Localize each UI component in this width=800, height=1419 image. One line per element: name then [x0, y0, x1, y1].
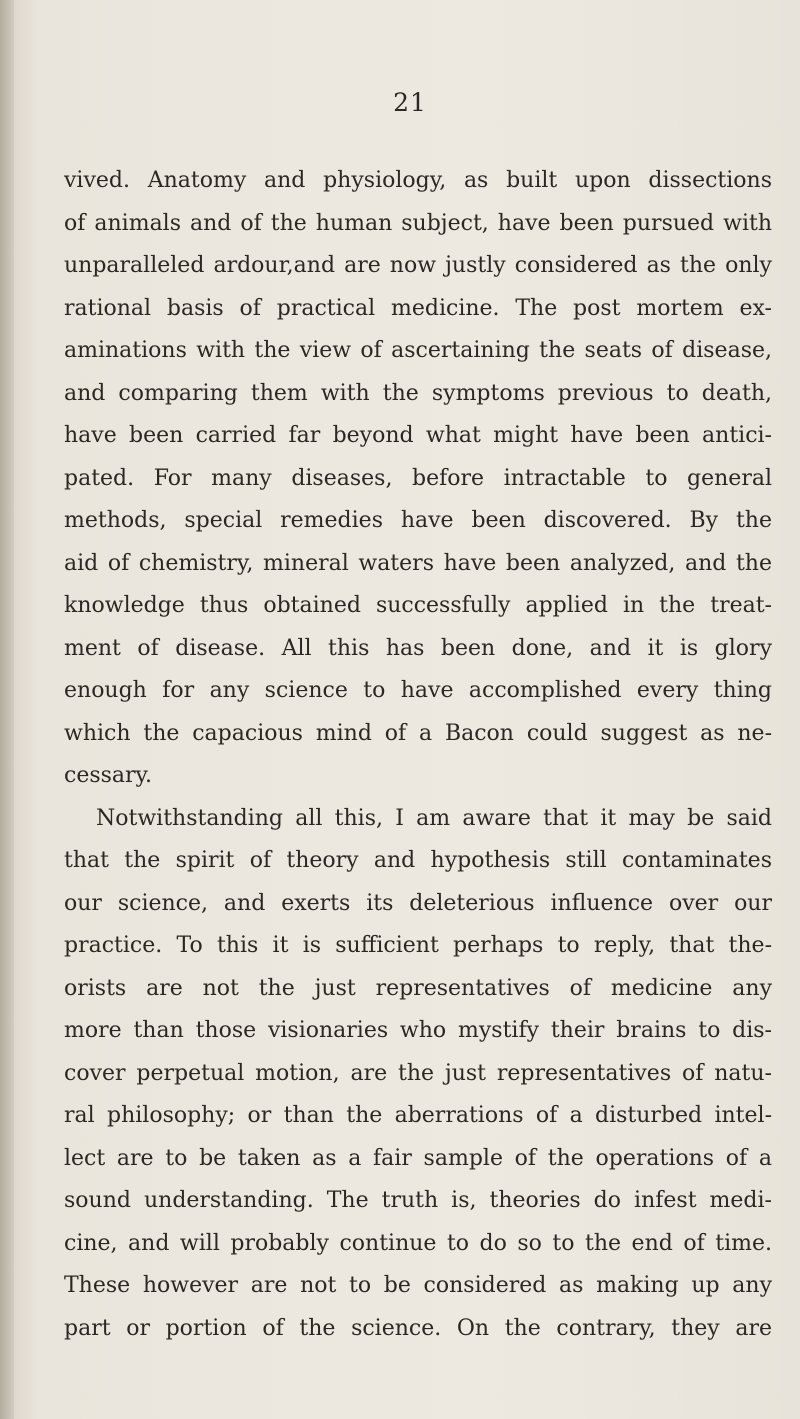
- text-line: part or portion of the science. On the contrary, they are: [64, 1315, 772, 1341]
- text-line: aid of chemistry, mineral waters have been analyzed, and the: [64, 550, 772, 576]
- text-line: our science, and exerts its deleterious influence over our: [64, 890, 772, 916]
- text-line: lect are to be taken as a fair sample of the operations of a: [64, 1145, 772, 1171]
- text-line: ment of disease. All this has been done, and it is glory: [64, 635, 772, 661]
- text-line: Notwithstanding all this, I am aware that it may be said: [96, 805, 772, 831]
- text-line: enough for any science to have accomplished every thing: [64, 678, 772, 703]
- text-line: rational basis of practical medicine. The post mortem ex-: [64, 295, 772, 321]
- text-line: that the spirit of theory and hypothesis still contaminates: [64, 848, 772, 873]
- text-line: have been carried far beyond what might have been antici-: [64, 423, 772, 448]
- text-line: sound understanding. The truth is, theories do infest medi-: [64, 1188, 772, 1213]
- binding-gutter: [0, 0, 14, 1419]
- body-text: [64, 160, 772, 1350]
- text-line: unparalleled ardour,and are now justly considered as the only: [64, 253, 772, 278]
- text-line: aminations with the view of ascertaining the seats of disease,: [64, 338, 772, 363]
- text-line: of animals and of the human subject, have been pursued with: [64, 210, 772, 236]
- text-line: ral philosophy; or than the aberrations of a disturbed intel-: [64, 1103, 772, 1128]
- page-number: 21: [393, 88, 427, 117]
- text-line: knowledge thus obtained successfully applied in the treat-: [64, 593, 772, 618]
- text-line: pated. For many diseases, before intractable to general: [64, 465, 772, 491]
- text-line: cessary.: [64, 763, 153, 788]
- text-line: and comparing them with the symptoms previous to death,: [64, 380, 772, 406]
- text-line: These however are not to be considered as making up any: [64, 1273, 772, 1298]
- text-line: practice. To this it is sufficient perhaps to reply, that the-: [64, 933, 772, 958]
- text-line: more than those visionaries who mystify their brains to dis-: [64, 1018, 772, 1043]
- text-line: orists are not the just representatives of medicine any: [64, 975, 772, 1001]
- text-line: cover perpetual motion, are the just representatives of natu-: [64, 1060, 772, 1086]
- text-line: which the capacious mind of a Bacon could suggest as ne-: [64, 720, 772, 746]
- text-line: vived. Anatomy and physiology, as built upon dissections: [64, 168, 772, 193]
- text-line: methods, special remedies have been discovered. By the: [64, 508, 772, 533]
- text-line: cine, and will probably continue to do so to the end of time.: [64, 1230, 772, 1256]
